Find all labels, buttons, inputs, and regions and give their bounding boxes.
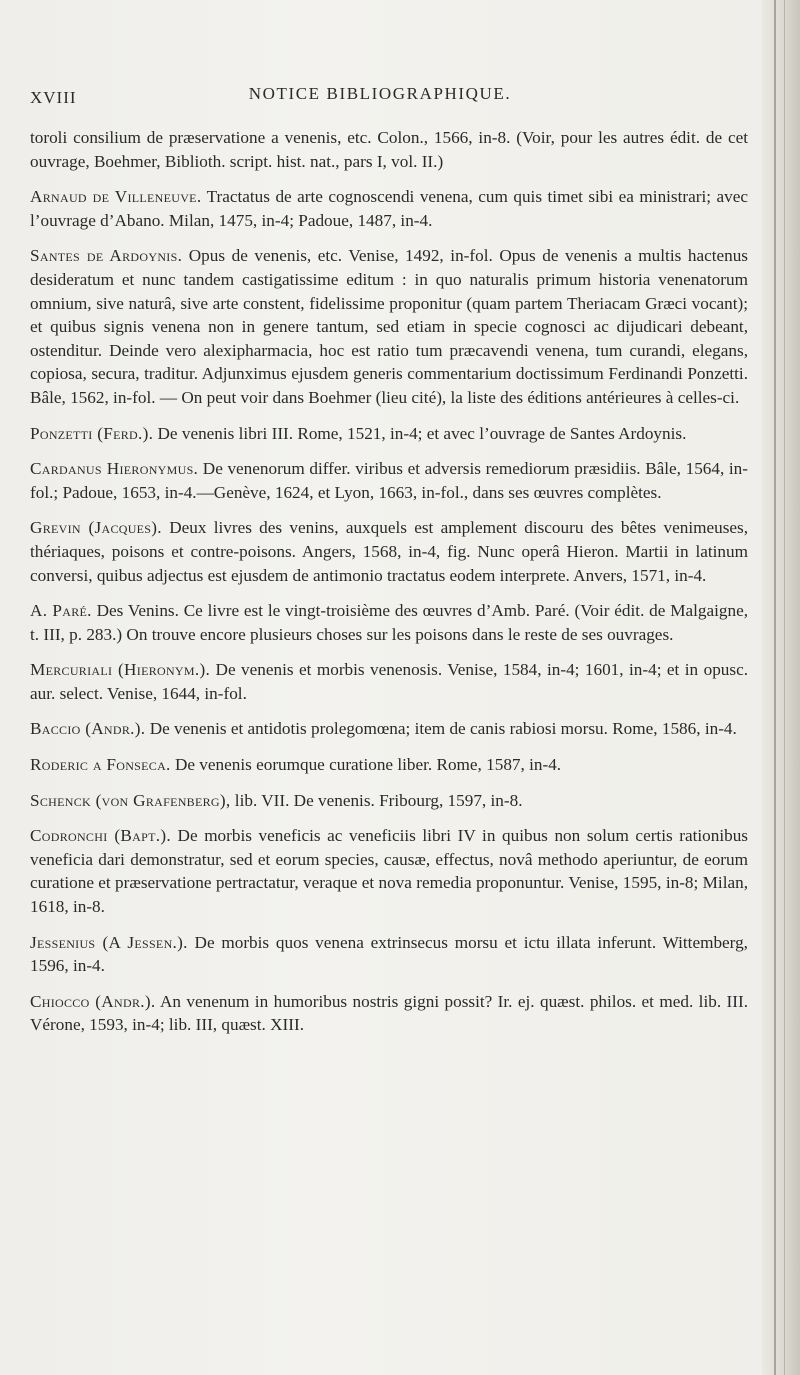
bibliography-entry [30,422,748,446]
entry-author: Jessenius (A Jessen.). [30,932,188,952]
bibliography-entry [30,658,748,705]
entry-author: Schenck (von Grafenberg), [30,790,231,810]
bibliography-entry [30,990,748,1037]
bibliography-entry [30,244,748,409]
page-gutter-edge [762,0,800,1375]
entry-author: Santes de Ardoynis. [30,246,183,266]
entry-author: A. Paré. [30,601,92,621]
entry-text: De morbis quos venena extrinsecus morsu et ictu illata inferunt. Wittemberg, 1596, in-4. [30,932,748,976]
entry-text: De venenis et morbis venenosis. Venise, 1584, in-4; 1601, in-4; et in opusc. aur. select. Venise, 1644, in-fol. [30,660,748,703]
entry-text: Tractatus de arte cognoscendi venena, cum quis timet sibi ea ministrari; avec l’ouvrage d’Abano. Milan, 1475, in-4; Padoue, 1487, in-4. [30,187,749,230]
entry-author: Codronchi (Bapt.). [30,826,171,846]
entry-text: toroli consilium de præservatione a venenis, etc. Colon., 1566, in-8. (Voir, pour les autres édit. de cet ouvrage, Boehmer, Biblioth. script. hist. nat., pars I, vol. II.) [30,128,748,171]
entry-text: An venenum in humoribus nostris gigni possit? Ir. ej. quæst. philos. et med. lib. III. Vérone, 1593, in-4; lib. III, quæst. XIII. [30,991,749,1035]
bibliography-entry [30,789,748,813]
entry-author: Ponzetti (Ferd.). [30,423,154,443]
bibliography-entry [30,126,748,173]
entry-text: Deux livres des venins, auxquels est amplement discouru des bêtes venimeuses, thériaques, poisons et contre-poisons. Angers, 1568, in-4, fig. Nunc operâ Hieron. Martii in latinum conversi, quibus adjectus est ejusdem de antimonio tractatus eodem interprete. Anvers, 1571, in-4. [30,518,748,585]
page-header [30,82,730,112]
page-number: XVIII [30,88,77,107]
entry-author: Arnaud de Villeneuve. [30,187,202,207]
entry-author: Cardanus Hieronymus. [30,459,199,479]
entry-text: De venenis eorumque curatione liber. Rome, 1587, in-4. [170,755,562,775]
entry-author: Roderic a Fonseca. [30,755,171,775]
bibliography-entry [30,457,748,504]
entry-text: De venenis et antidotis prolegomœna; item de canis rabiosi morsu. Rome, 1586, in-4. [145,719,737,739]
entry-text: De morbis veneficis ac veneficiis libri IV in quibus non solum certis rationibus veneficia dari demonstratur, sed et eorum species, causæ, effectus, novâ methodo aperiuntur, de eorum curatione et præservatione pertractatur, veraque et nova remedia proponuntur. Venise, 1595, in-8; Milan, 1618, in-8. [30,826,748,917]
bibliography-entry [30,599,748,646]
entry-author: Mercuriali (Hieronym.). [30,660,211,680]
bibliography-entry [30,931,748,978]
bibliography-entry [30,185,748,232]
entry-text: De venenorum differ. viribus et adversis remediorum præsidiis. Bâle, 1564, in-fol.; Padoue, 1653, in-4.—Genève, 1624, et Lyon, 1663, in-fol., dans ses œuvres complètes. [30,459,748,502]
bibliography-entry [30,717,748,741]
entry-author: Grevin (Jacques). [30,518,162,538]
entry-text: Des Venins. Ce livre est le vingt-troisième des œuvres d’Amb. Paré. (Voir édit. de Malgaigne, t. III, p. 283.) On trouve encore plusieurs choses sur les poisons dans le reste de ses ouvrages. [30,601,749,644]
bibliography-text [30,126,748,1049]
running-title: NOTICE BIBLIOGRAPHIQUE. [248,84,512,103]
bibliography-entry [30,516,748,587]
entry-author: Baccio (Andr.). [30,719,146,739]
entry-text: Opus de venenis, etc. Venise, 1492, in-fol. Opus de venenis a multis hactenus desideratum et nunc tandem castigatissime editum : in quo naturalis primum historia venenatorum omnium, sive naturâ, sive arte constent, fidelissime proponitur (quam partem Theriacam Græci vocant); et quibus signis venena non in genere tantum, sed etiam in specie cognosci ac dijudicari debeant, ostenditur. Deinde vero alexipharmacia, hoc est ratio tum præcavendi venena, tum curandi, elegans, copiosa, secura, traditur. Adjunximus ejusdem generis commentarium doctissimum Ferdinandi Ponzetti. Bâle, 1562, in-fol. — On peut voir dans Boehmer (lieu cité), la liste des éditions antérieures à celles-ci. [30,246,748,407]
bibliography-entry [30,753,748,777]
bibliography-entry [30,824,748,918]
entry-author: Chiocco (Andr.). [30,991,156,1011]
entry-text: De venenis libri III. Rome, 1521, in-4; et avec l’ouvrage de Santes Ardoynis. [153,423,687,443]
entry-text: lib. VII. De venenis. Fribourg, 1597, in-8. [230,790,523,810]
